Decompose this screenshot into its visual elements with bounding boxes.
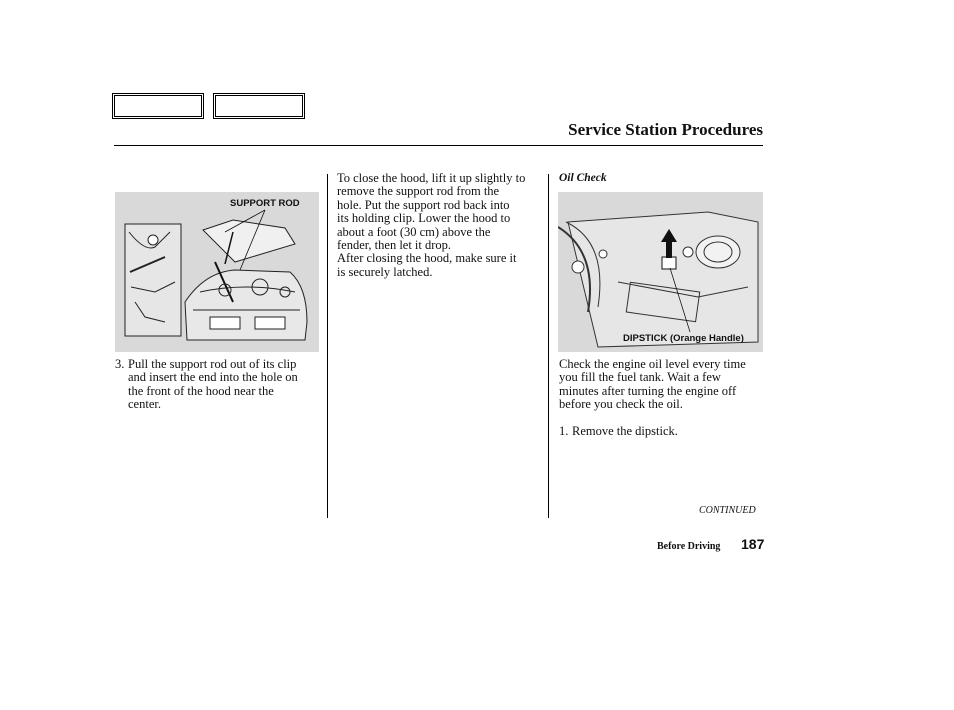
support-rod-label: SUPPORT ROD	[230, 198, 300, 209]
step-number: 3.	[115, 357, 125, 371]
step-3	[115, 358, 325, 418]
dipstick-label: DIPSTICK (Orange Handle)	[623, 333, 744, 344]
support-rod-drawing	[115, 192, 319, 352]
column-divider-2	[548, 174, 549, 518]
continued-note: CONTINUED	[699, 505, 756, 516]
footer-section-name: Before Driving	[657, 541, 721, 552]
close-hood-instructions: To close the hood, lift it up slightly to remove the support rod from the hole. Put the support rod back into its holding clip. Lower the hood to about a foot (30 cm) above the fender, then let it drop. After closing the hood, make sure it is securely latched.	[337, 171, 526, 279]
title-divider	[114, 145, 763, 146]
page-number: 187	[741, 536, 765, 552]
oil-check-paragraph: Check the engine oil level every time you fill the fuel tank. Wait a few minutes after turning the engine off before you check the oil.	[559, 357, 746, 412]
step-1	[559, 425, 763, 439]
nav-tab-1[interactable]	[112, 93, 204, 119]
nav-tab-2[interactable]	[213, 93, 305, 119]
step-number: 1.	[559, 424, 569, 438]
step-text: Pull the support rod out of its clip and insert the end into the hole on the front of the hood near the center.	[128, 357, 298, 412]
column-divider-1	[327, 174, 328, 518]
section-heading: Oil Check	[559, 172, 607, 184]
support-rod-illustration	[115, 192, 319, 352]
page-title: Service Station Procedures	[568, 120, 763, 139]
dipstick-illustration	[558, 192, 763, 352]
dipstick-drawing	[558, 192, 763, 352]
step-text: Remove the dipstick.	[572, 424, 678, 438]
